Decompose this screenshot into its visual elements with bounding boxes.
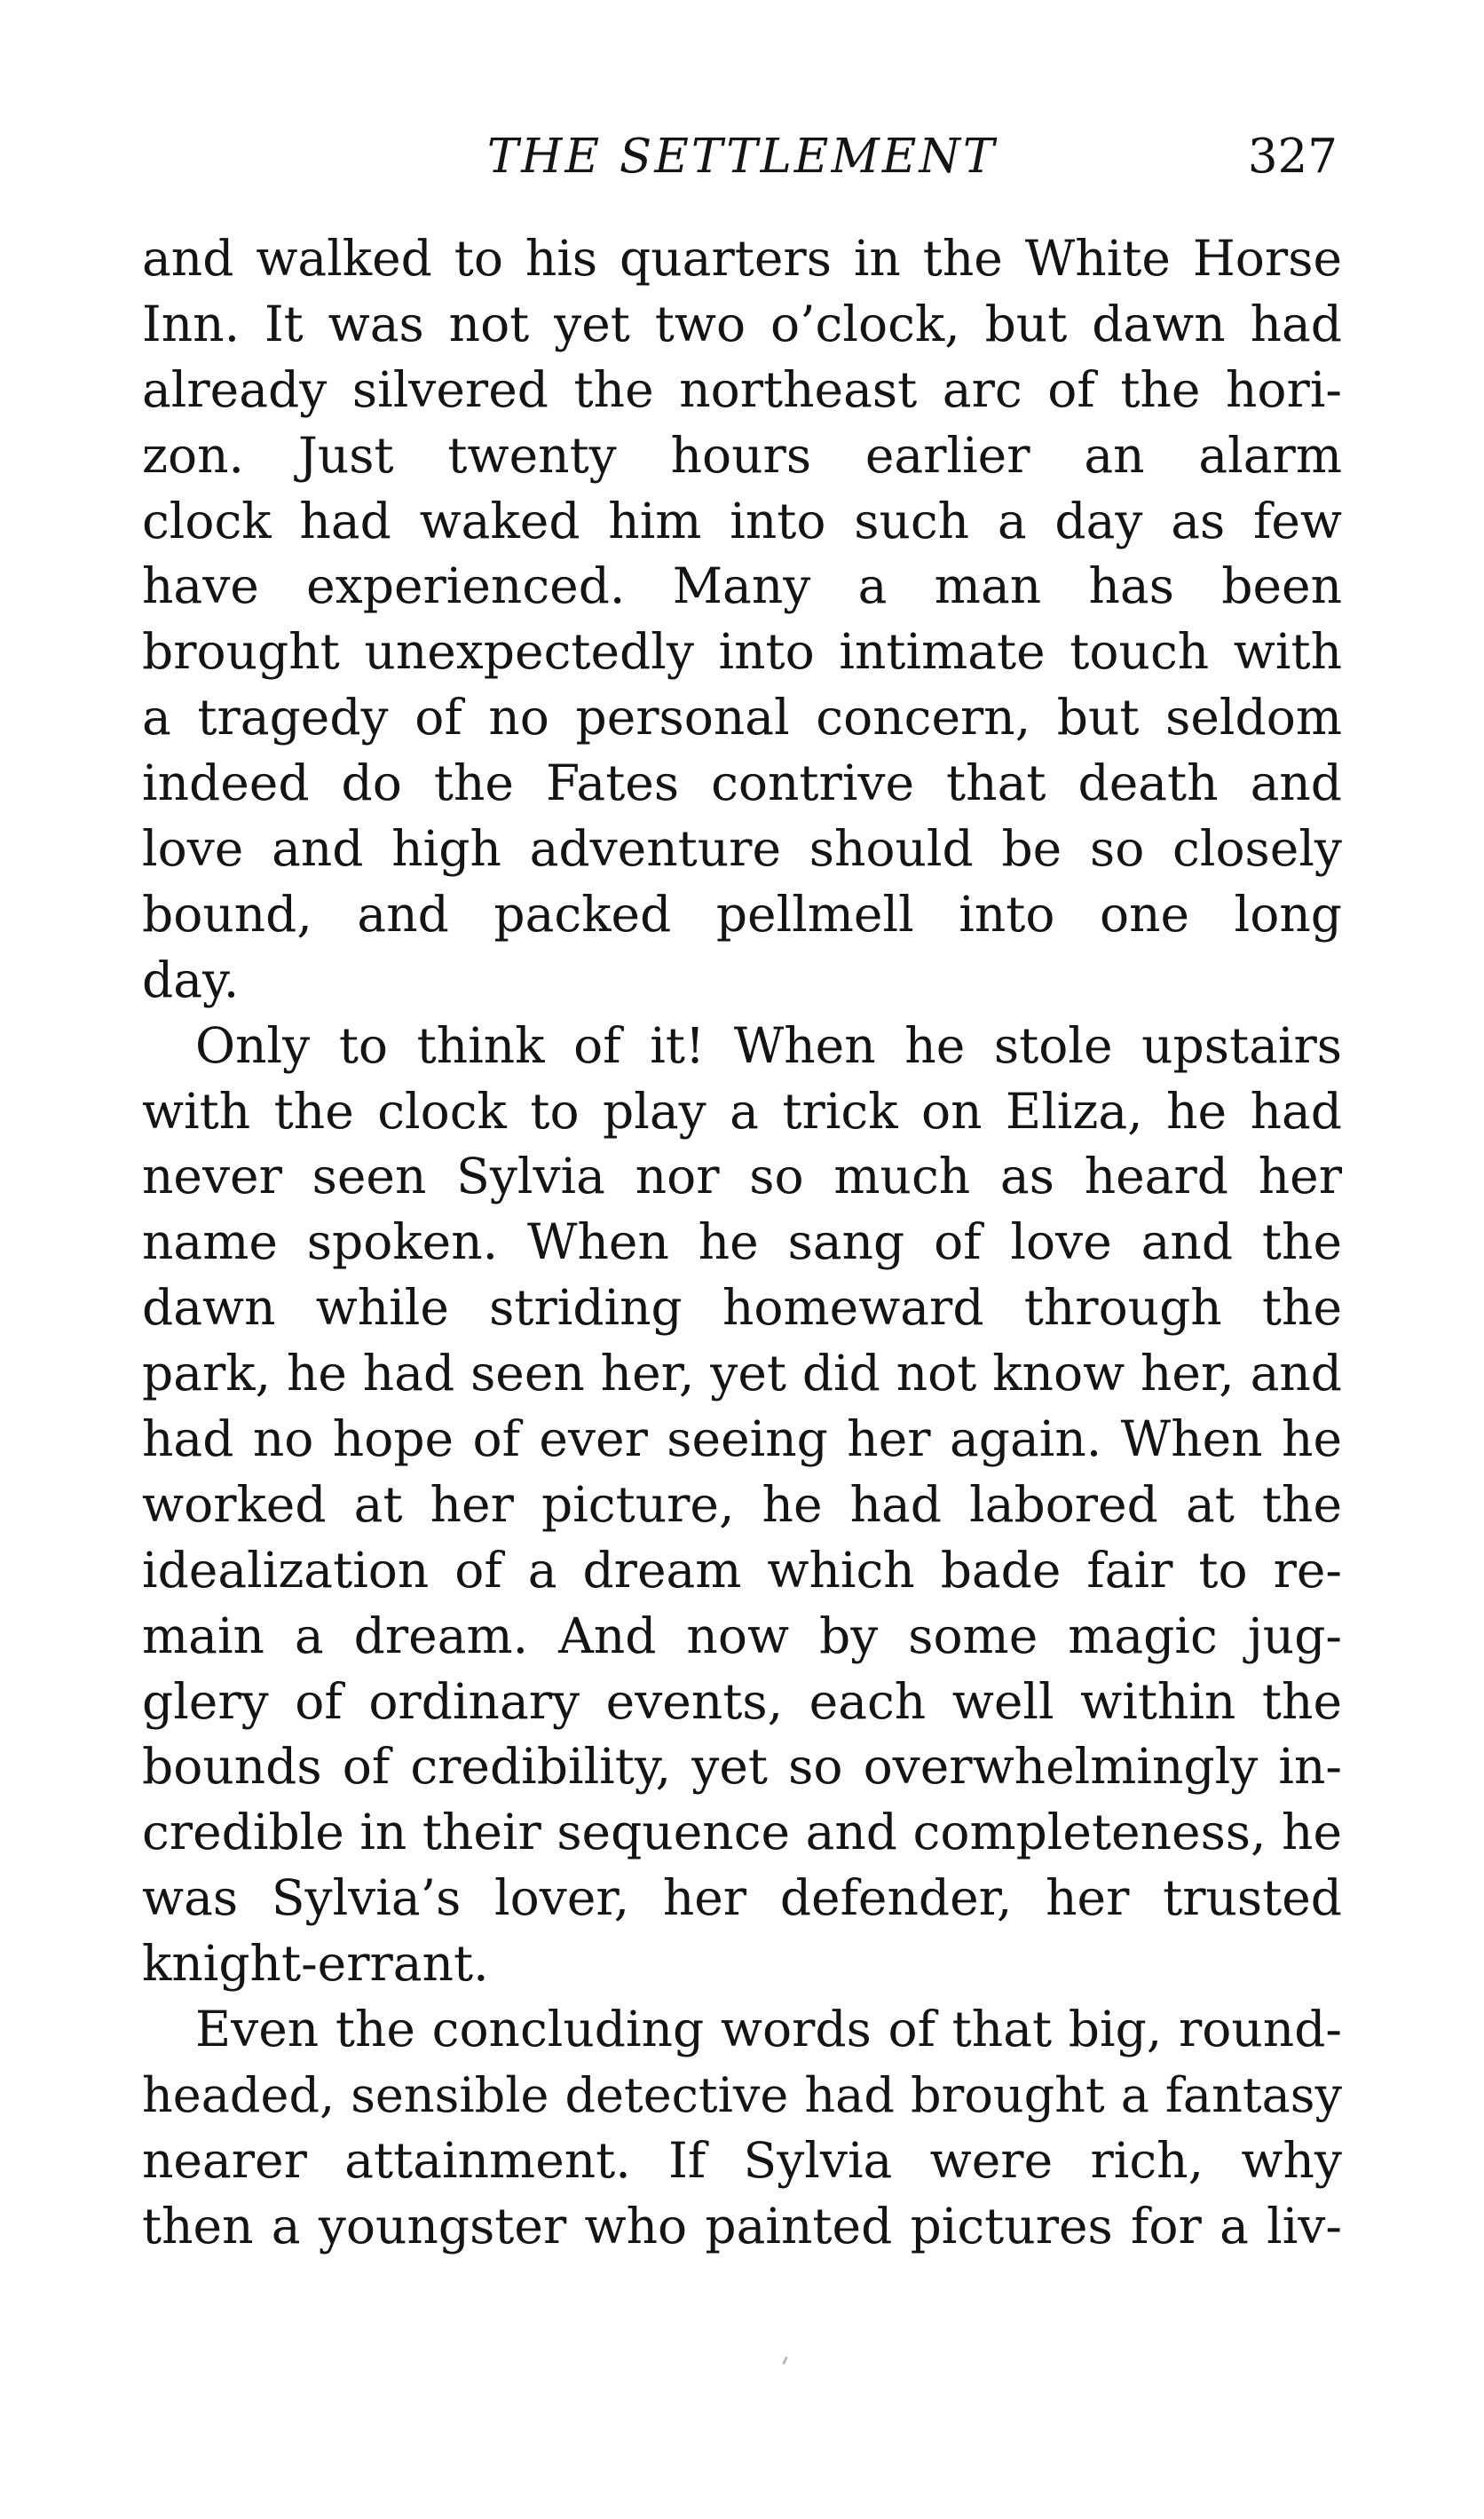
body-text [142, 226, 1342, 2260]
text-line: credible in their sequence and completeness, he [142, 1804, 1342, 1861]
text-line: Inn. It was not yet two o’clock, but dawn had [142, 295, 1342, 352]
text-line: zon. Just twenty hours earlier an alarm [142, 426, 1342, 484]
text-line: never seen Sylvia nor so much as heard her [142, 1148, 1342, 1205]
text-line: brought unexpectedly into intimate touch with [142, 623, 1342, 681]
text-line: day. [142, 951, 240, 1008]
text-line: worked at her picture, he had labored at the [142, 1475, 1342, 1533]
text-line: idealization of a dream which bade fair to re- [142, 1541, 1342, 1599]
text-line: clock had waked him into such a day as few [142, 492, 1342, 549]
text-line: bounds of credibility, yet so overwhelmingly in- [142, 1738, 1342, 1796]
text-line: name spoken. When he sang of love and the [142, 1213, 1342, 1271]
text-line: then a youngster who painted pictures for a liv- [142, 2197, 1342, 2254]
text-line: glery of ordinary events, each well within the [142, 1672, 1342, 1730]
text-line: main a dream. And now by some magic jug- [142, 1607, 1342, 1664]
text-line: knight-errant. [142, 1935, 489, 1993]
text-line: already silvered the northeast arc of the hori- [142, 360, 1342, 418]
text-line: a tragedy of no personal concern, but seldom [142, 689, 1342, 746]
text-line: nearer attainment. If Sylvia were rich, why [142, 2131, 1342, 2189]
text-line: and walked to his quarters in the White Horse [142, 230, 1342, 287]
running-head [146, 126, 1338, 188]
text-line: had no hope of ever seeing her again. When he [142, 1410, 1342, 1468]
text-line: love and high adventure should be so closely [142, 820, 1342, 878]
text-line: was Sylvia’s lover, her defender, her trusted [142, 1869, 1342, 1927]
paper-speck [782, 2357, 788, 2365]
text-line: Even the concluding words of that big, round- [195, 2001, 1342, 2058]
text-line: Only to think of it! When he stole upstairs [195, 1016, 1342, 1074]
text-line: with the clock to play a trick on Eliza, he had [142, 1082, 1342, 1140]
text-line: headed, sensible detective had brought a fantasy [142, 2066, 1342, 2123]
text-line: have experienced. Many a man has been [142, 557, 1342, 615]
text-line: indeed do the Fates contrive that death and [142, 754, 1342, 812]
running-title: THE SETTLEMENT [486, 130, 998, 184]
text-line: park, he had seen her, yet did not know her, and [142, 1345, 1342, 1402]
text-line: bound, and packed pellmell into one long [142, 885, 1342, 943]
page-number: 327 [1247, 130, 1338, 184]
text-line: dawn while striding homeward through the [142, 1279, 1342, 1337]
